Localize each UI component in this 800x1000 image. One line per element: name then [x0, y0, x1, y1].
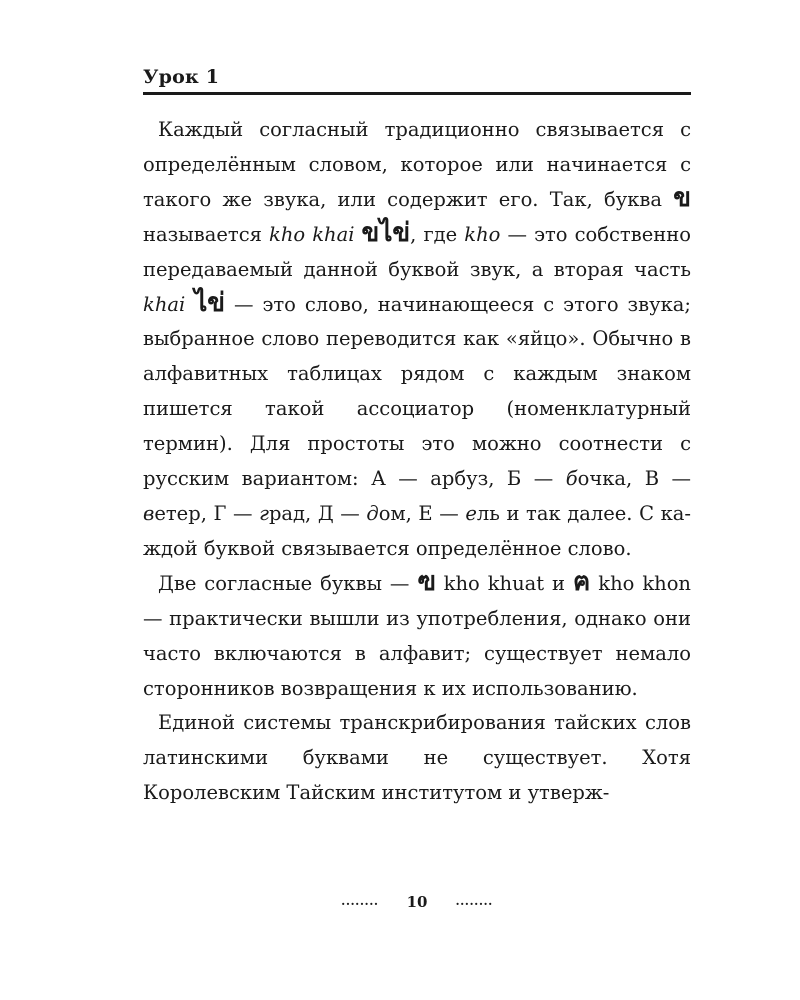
page-header [143, 64, 691, 95]
text-run: kho khon — практически вышли из употребления, однако они часто включаются в алфавит; существует немало сторонников возвращения к их использованию. [143, 571, 691, 700]
paragraph [143, 706, 691, 811]
text-run: рад, Д — [268, 501, 367, 525]
thai-letter: ฅ [572, 566, 591, 597]
body-text [143, 113, 691, 811]
page-number: 10 [406, 893, 428, 911]
thai-letter: ไข่ [194, 287, 226, 318]
italic-term: в [143, 501, 155, 525]
text-run: очка, В — [577, 467, 692, 491]
page-footer [143, 893, 691, 911]
italic-term: г [259, 501, 269, 525]
text-run: — это слово, начинающееся с этого звука; выбранное слово переводится как «яйцо». Обычно в алфавитных таблицах рядом с каждым знаком пишется такой ассоциатор (номенклатурный термин). Для простоты это можно соотнести с русским вариантом: А — арбуз, Б — [143, 292, 691, 491]
text-run: Две согласные буквы — [158, 571, 418, 595]
footer-dots-right: ........ [455, 894, 493, 908]
italic-term: д [366, 501, 379, 525]
text-run [185, 293, 194, 316]
thai-letter: ขไข่ [361, 217, 411, 248]
footer-dots-left: ........ [341, 894, 379, 908]
italic-term: е [465, 501, 477, 525]
text-run: kho khuat и [435, 571, 573, 595]
text-run: Единой системы транскрибирования тайских слов латинскими буквами не существует. Хотя Королевским Тайским институтом и утверж- [143, 711, 691, 805]
text-run: — это собственно передаваемый данной буквой звук, а вторая часть [143, 222, 691, 281]
text-run: ль и так далее. С каждой буквой связывается определённое слово. [143, 501, 691, 560]
paragraph [143, 567, 691, 707]
lesson-title: Урок 1 [143, 66, 220, 88]
text-run: называется [143, 222, 270, 246]
text-run: , где [410, 222, 465, 246]
text-run: етер, Г — [154, 501, 260, 525]
text-run: Каждый согласный традиционно связывается с определённым словом, которое или начинается с такого же звука, или содержит его. Так, буква [143, 118, 691, 211]
italic-term: kho [464, 222, 501, 246]
paragraph [143, 113, 691, 567]
italic-term: б [565, 467, 578, 491]
text-run [354, 223, 361, 246]
text-run: ом, Е — [378, 501, 466, 525]
thai-letter: ฃ [417, 566, 436, 597]
italic-term: khai [143, 292, 186, 316]
italic-term: kho khai [269, 222, 355, 246]
thai-letter: ข [673, 182, 691, 213]
